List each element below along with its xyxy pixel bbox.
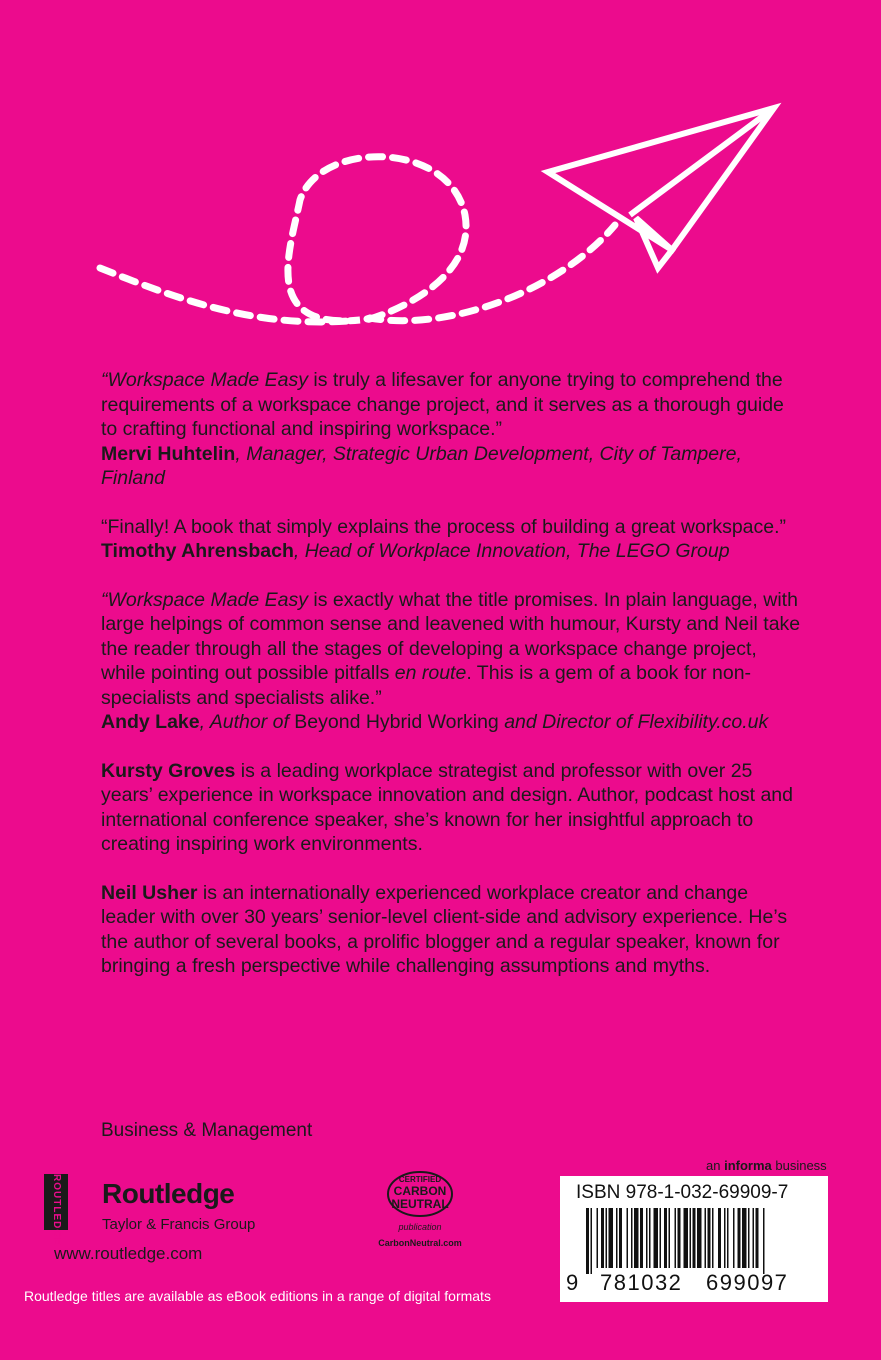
barcode-left-digits: 781032 bbox=[600, 1270, 683, 1295]
barcode-bar bbox=[756, 1208, 759, 1268]
barcode-bar bbox=[712, 1208, 714, 1268]
endorsement-1 bbox=[101, 368, 801, 491]
barcode-bar bbox=[727, 1208, 729, 1268]
carbon-neutral-badge-icon bbox=[370, 1164, 470, 1220]
barcode-bar bbox=[718, 1208, 721, 1268]
barcode-bar bbox=[678, 1208, 681, 1268]
barcode-bar bbox=[601, 1208, 604, 1268]
barcode-bar bbox=[606, 1208, 608, 1268]
author-bio-neil bbox=[101, 881, 801, 979]
barcode-bar bbox=[634, 1208, 639, 1268]
author-name: Neil Usher bbox=[101, 881, 198, 904]
barcode-bar bbox=[669, 1208, 671, 1268]
barcode-bar bbox=[748, 1208, 750, 1268]
barcode-bar bbox=[690, 1208, 692, 1268]
barcode-bar bbox=[616, 1208, 618, 1268]
endorser-name: Mervi Huhtelin bbox=[101, 442, 236, 465]
barcode-bar bbox=[724, 1208, 726, 1268]
isbn-number: ISBN 978-1-032-69909-7 bbox=[576, 1182, 789, 1203]
endorsement-3 bbox=[101, 588, 801, 735]
barcode-bar bbox=[708, 1208, 711, 1268]
carbon-top-text: CERTIFIED bbox=[398, 1175, 442, 1184]
barcode-bar bbox=[675, 1208, 677, 1268]
barcode-bar bbox=[664, 1208, 667, 1268]
routledge-logo-icon: ROUTLEDGE bbox=[44, 1174, 68, 1230]
author-bio-text: is a leading workplace strategist and professor with over 25 years’ experience in workspace innovation and design. Author, podcast host and international conference speaker, she’s known for her insightful approach to creating inspiring work environments. bbox=[101, 759, 793, 855]
publisher-url: www.routledge.com bbox=[54, 1244, 203, 1263]
publisher-name: Routledge bbox=[102, 1178, 235, 1209]
endorsement-3-quote: “Workspace Made Easy is exactly what the title promises. In plain language, with large helpings of common sense and leavened with humour, Kursty and Neil take the reader through all the stages of developing a workspace change project, while pointing out possible pitfalls en route. This is a gem of a book for non-specialists and specialists alike.” bbox=[101, 588, 801, 709]
dashed-loop-path bbox=[100, 157, 615, 322]
informa-brand: informa bbox=[724, 1158, 772, 1173]
barcode-first-digit: 9 bbox=[566, 1270, 580, 1295]
paper-plane-icon bbox=[548, 108, 774, 268]
subject-category: Business & Management bbox=[101, 1120, 313, 1141]
isbn-barcode-panel bbox=[560, 1176, 828, 1302]
carbon-mid1-text: CARBON bbox=[393, 1184, 447, 1198]
endorser-role: , Manager, Strategic Urban Development, City of Tampere, Finland bbox=[101, 442, 742, 489]
barcode-bar bbox=[591, 1208, 593, 1274]
publisher-group: Taylor & Francis Group bbox=[102, 1216, 256, 1233]
book-title: Workspace Made Easy bbox=[107, 369, 308, 391]
author-bio-text: is an internationally experienced workplace creator and change leader with over 30 years’ senior-level client-side and advisory experience. He’s the author of several books, a prolific blogger and a regular speaker, known for bringing a fresh perspective while challenging assumptions and myths. bbox=[101, 881, 788, 977]
endorser-name: Andy Lake bbox=[101, 711, 200, 733]
barcode-bar bbox=[753, 1208, 755, 1268]
informa-tagline: an informa business bbox=[706, 1158, 827, 1173]
author-name: Kursty Groves bbox=[101, 759, 236, 782]
book-title: Workspace Made Easy bbox=[107, 588, 308, 611]
endorsement-1-quote: “Workspace Made Easy is truly a lifesaver for anyone trying to comprehend the requirements of a workspace change project, and it serves as a thorough guide to crafting functional and inspiring workspace.” bbox=[101, 369, 784, 440]
endorsement-2 bbox=[101, 515, 801, 564]
barcode-bar bbox=[693, 1208, 696, 1268]
barcode-bar bbox=[609, 1208, 614, 1268]
endorser-name: Timothy Ahrensbach bbox=[101, 540, 294, 562]
barcode-bar bbox=[631, 1208, 633, 1268]
barcode-bar bbox=[763, 1208, 765, 1274]
barcode-bar bbox=[733, 1208, 735, 1268]
barcode-bar bbox=[738, 1208, 741, 1268]
barcode-bar bbox=[597, 1208, 599, 1268]
barcode-bar bbox=[627, 1208, 629, 1268]
barcode-bar bbox=[586, 1208, 589, 1274]
barcode-bar bbox=[619, 1208, 622, 1268]
author-bio-kursty bbox=[101, 759, 801, 857]
endorsements bbox=[101, 368, 801, 1003]
barcode-bar bbox=[697, 1208, 702, 1268]
carbon-neutral-badge bbox=[370, 1164, 470, 1248]
barcode-bar bbox=[684, 1208, 689, 1268]
barcode-right-digits: 699097 bbox=[706, 1270, 789, 1295]
barcode-bar bbox=[654, 1208, 659, 1268]
paper-plane-illustration bbox=[0, 0, 881, 360]
barcode-bar bbox=[646, 1208, 648, 1268]
barcode-icon bbox=[582, 1208, 812, 1274]
carbon-url: CarbonNeutral.com bbox=[378, 1238, 462, 1248]
endorsement-1-attribution bbox=[101, 442, 801, 491]
barcode-bar bbox=[649, 1208, 651, 1268]
barcode-bar bbox=[742, 1208, 747, 1268]
endorsement-3-attribution: Andy Lake, Author of Beyond Hybrid Working and Director of Flexibility.co.uk bbox=[101, 711, 769, 733]
endorsement-2-attribution bbox=[101, 539, 801, 564]
ebook-availability-note: Routledge titles are available as eBook editions in a range of digital formats bbox=[24, 1288, 491, 1304]
carbon-mid2-text: NEUTRAL bbox=[391, 1197, 449, 1211]
barcode-bar bbox=[705, 1208, 707, 1268]
endorser-role: , Head of Workplace Innovation, The LEGO Group bbox=[293, 540, 730, 562]
barcode-bar bbox=[660, 1208, 662, 1268]
barcode-bar bbox=[640, 1208, 643, 1268]
endorsement-2-quote: “Finally! A book that simply explains the process of building a great workspace.” bbox=[101, 515, 787, 538]
carbon-publication-label: publication bbox=[398, 1222, 442, 1232]
